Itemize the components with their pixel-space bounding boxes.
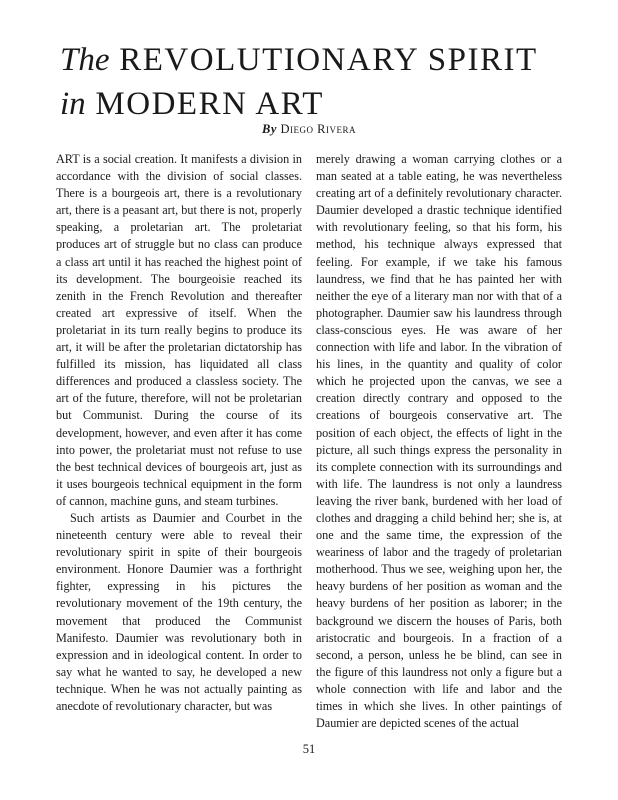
byline-by: By — [262, 122, 277, 136]
title-main-2: MODERN ART — [95, 86, 324, 122]
paragraph: merely drawing a woman carrying clothes or a man seated at a table eating, he was nevertheless creating art of a definitely revolutionary character. Daumier developed a drastic technique identified with revolutionary feeling, so that his form, his method, his technique always expressed that feeling. For example, if we take his famous laundress, we find that he has painted her with neither the eye of a literary man nor with that of a photographer. Daumier saw his laundress through class-conscious eyes. He was aware of her connection with life and labor. In the vibration of his lines, in the quantity and quality of color which he projected upon the canvas, we see a creation directly contrary and opposed to the creations of bourgeois conservative art. The position of each object, the effects of light in the picture, all such things express the personality in its complete connection with its surroundings and with life. The laundress is not only a laundress leaving the river bank, burdened with her load of clothes and dragging a child behind her; she is, at one and the same time, the expression of the weariness of labor and the tragedy of proletarian motherhood. Thus we see, weighing upon her, the heavy burdens of her position as woman and the heavy burdens of her position as laborer; in the background we discern the houses of Paris, both aristocratic and bourgeois. In a fraction of a second, a person, unless he be blind, can see in the figure of this laundress not only a figure but a whole connection with life and labor and the times in which she lives. In other paintings of Daumier are depicted scenes of the actual — [316, 152, 562, 731]
title-main-1: REVOLUTIONARY SPIRIT — [119, 42, 538, 78]
article-title — [60, 38, 580, 126]
left-column — [56, 151, 302, 715]
title-prefix-in: in — [60, 86, 86, 122]
byline — [0, 122, 618, 137]
title-line-2 — [60, 82, 580, 126]
paragraph: ART is a social creation. It manifests a division in accordance with the division of social classes. There is a bourgeois art, there is a revolutionary art, there is a peasant art, but there is not, properly speaking, a proletarian art. The proletariat produces art of struggle but no class can produce a class art until it has reached the highest point of its development. The bourgeoisie reached its zenith in the French Revolution and thereafter created art expressive of itself. When the proletariat in its turn really begins to produce its art, it will be after the proletarian dictatorship has fulfilled its mission, has liquidated all class differences and produced a classless society. The art of the future, therefore, will not be proletarian but Communist. During the course of its development, however, and even after it has come into power, the proletariat must not refuse to use the best technical devices of bourgeois art, just as it uses bourgeois technical equipment in the form of cannon, machine guns, and steam turbines. — [56, 152, 302, 508]
title-prefix-the: The — [60, 42, 110, 78]
paragraph: Such artists as Daumier and Courbet in the nineteenth century were able to reveal their revolutionary spirit in spite of their bourgeois environment. Honore Daumier was a forthright fighter, expressing in his pictures the revolutionary movement of the 19th century, the movement that produced the Communist Manifesto. Daumier was revolutionary both in expression and in ideological content. In order to say what he wanted to say, he developed a new technique. When he was not actually painting as anecdote of revolutionary character, but was — [56, 510, 302, 713]
page-number: 51 — [302, 742, 316, 756]
title-line-1 — [60, 38, 580, 82]
byline-author: Diego Rivera — [280, 122, 356, 136]
right-column — [316, 151, 562, 732]
